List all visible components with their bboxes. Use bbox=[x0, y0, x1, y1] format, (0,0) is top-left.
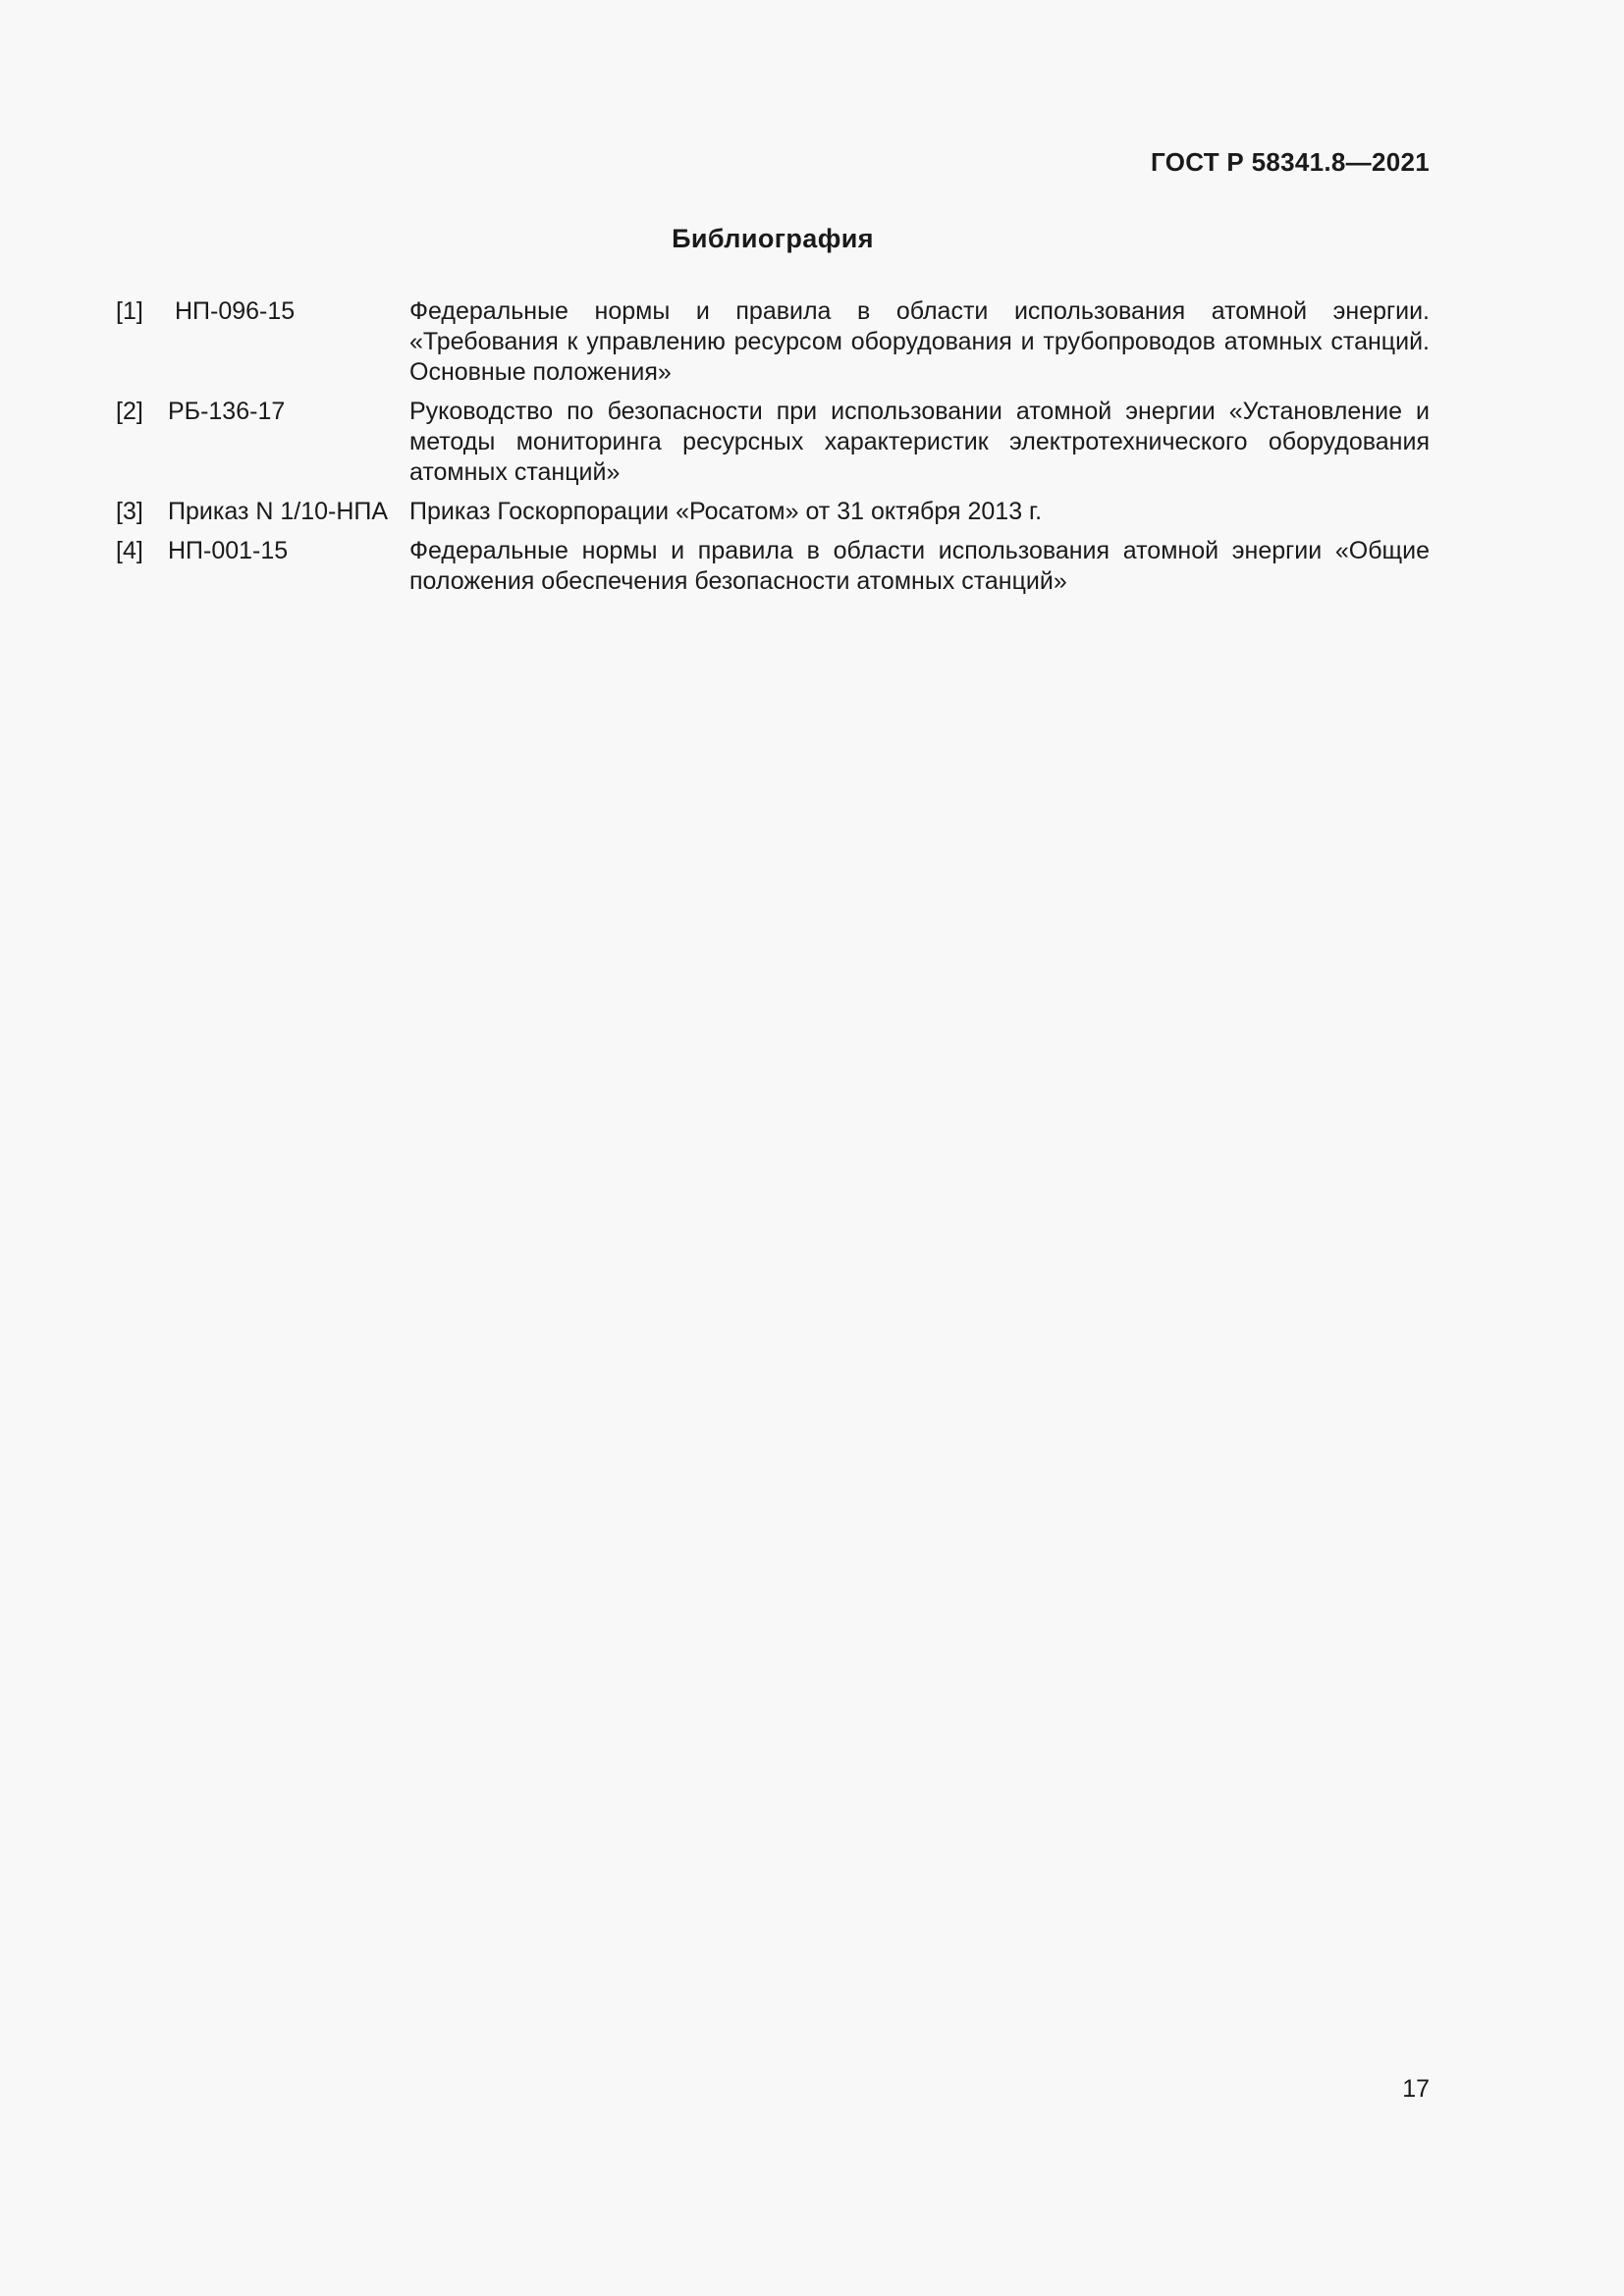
entry-code: НП-001-15 bbox=[168, 537, 289, 564]
entry-number: [4] bbox=[116, 537, 143, 564]
bibliography-entry bbox=[116, 296, 1430, 388]
entry-number: [3] bbox=[116, 498, 143, 525]
bibliography-entry bbox=[116, 497, 1430, 527]
entry-number: [2] bbox=[116, 398, 143, 425]
entry-description: Приказ Госкорпорации «Росатом» от 31 октября 2013 г. bbox=[409, 498, 1043, 525]
bibliography-list bbox=[116, 296, 1430, 606]
section-title: Библиография bbox=[672, 224, 874, 253]
entry-code: РБ-136-17 bbox=[168, 398, 286, 425]
entry-code: НП-096-15 bbox=[175, 297, 296, 325]
page-number: 17 bbox=[1402, 2075, 1430, 2103]
entry-description: Руководство по безопасности при использовании атомной энергии «Установление и методы мониторинга ресурсных характеристик электротехнического оборудования атомных станций» bbox=[409, 398, 1430, 486]
entry-description: Федеральные нормы и правила в области использования атомной энергии «Общие положения обеспечения безопасности атомных станций» bbox=[409, 537, 1430, 595]
entry-description: Федеральные нормы и правила в области использования атомной энергии. «Требования к управлению ресурсом оборудования и трубопроводов атомных станций. Основные положения» bbox=[409, 297, 1430, 386]
entry-code: Приказ N 1/10-НПА bbox=[168, 498, 389, 525]
document-code: ГОСТ Р 58341.8—2021 bbox=[1151, 147, 1430, 177]
entry-number: [1] bbox=[116, 297, 143, 325]
bibliography-entry bbox=[116, 536, 1430, 597]
bibliography-entry bbox=[116, 397, 1430, 488]
